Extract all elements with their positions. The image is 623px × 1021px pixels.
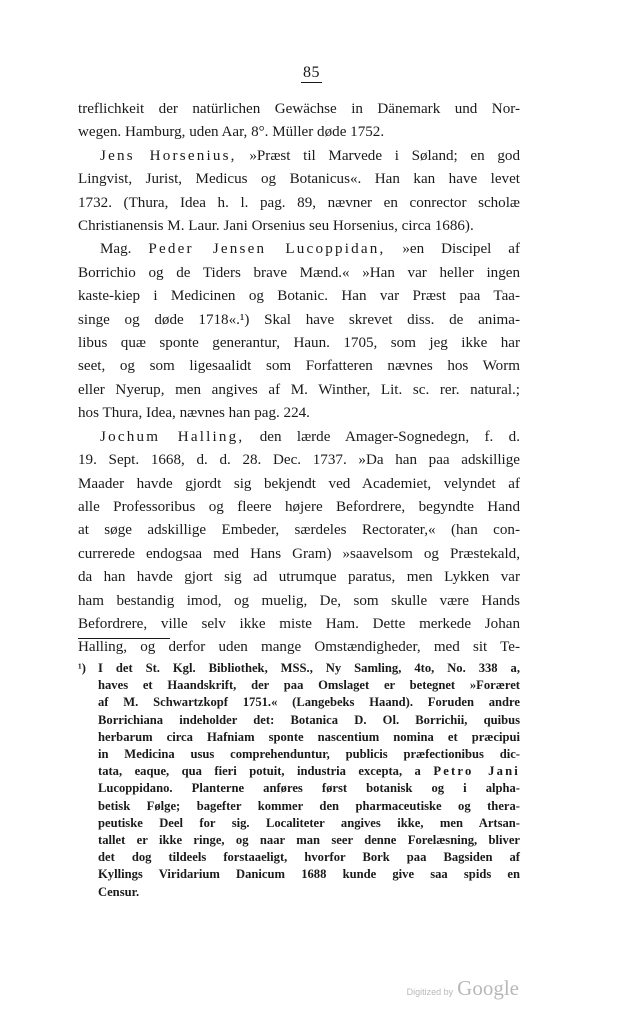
line-text: wegen. Hamburg, uden Aar, 8°. Müller døde 1752. — [78, 124, 385, 141]
line-text: Befordrere, ville selv ikke miste Ham. Dette merkede Johan — [78, 615, 520, 632]
page-number: 85 — [303, 64, 320, 81]
footnote-separator — [78, 638, 170, 639]
line-text: den lærde Amager-Sognedegn, f. d. — [244, 428, 520, 445]
line-text: Kyllings Viridarium Danicum 1688 kunde give saa spids en — [98, 867, 520, 882]
line-text: libus quæ sponte generantur, Haun. 1705, som jeg ikke har — [78, 335, 520, 352]
text-line — [78, 262, 520, 285]
text-line — [78, 98, 520, 121]
person-name: Peder Jensen Lucoppidan, — [148, 241, 386, 258]
footnote-line — [78, 798, 520, 815]
person-name: Petro Jani — [433, 764, 520, 779]
line-text: currerede endogsaa med Hans Gram) »saavelsom og Præstekald, — [78, 545, 520, 562]
text-line — [78, 473, 520, 496]
line-text: betisk Følge; bagefter kommer den pharmaceutiske og thera- — [98, 798, 520, 813]
footnote-line — [78, 763, 520, 780]
line-text: singe og døde 1718«.¹) Skal have skrevet diss. de anima- — [78, 311, 520, 328]
line-text: alle Professoribus og fleere højere Befordrere, begyndte Hand — [78, 498, 520, 515]
footnote-line — [78, 746, 520, 763]
footnote-line — [78, 849, 520, 866]
text-line — [78, 168, 520, 191]
footnote-line — [78, 660, 520, 677]
line-text: peutiske Deel for sig. Localiteter angives ikke, men Artsan- — [98, 815, 520, 830]
digitized-watermark — [407, 976, 519, 1001]
line-text: ham bestandig imod, og muelig, De, som skulle være Hands — [78, 592, 520, 609]
text-line — [78, 145, 520, 168]
line-text: da han havde gjort sig ad utrumque paratus, men Lykken var — [78, 569, 520, 586]
line-text: eller Nyerup, men angives af M. Winther, Lit. sc. rer. natural.; — [78, 381, 520, 398]
text-line — [78, 379, 520, 402]
watermark-prefix: Digitized by — [406, 987, 454, 997]
line-text: treflichkeit der natürlichen Gewächse in Dänemark und Nor- — [78, 101, 520, 117]
footnote-line — [78, 832, 520, 849]
footnote-line — [78, 677, 520, 694]
line-text: kaste-kiep i Medicinen og Botanic. Han var Præst paa Taa- — [78, 288, 520, 305]
footnote-line — [78, 729, 520, 746]
text-line — [78, 519, 520, 542]
text-line — [78, 332, 520, 355]
line-text: Halling, og derfor uden mange Omstændigheder, med sit Te- — [78, 639, 520, 656]
footnote-line — [78, 780, 520, 797]
text-line — [78, 402, 520, 425]
footnote-line — [78, 712, 520, 729]
line-text: tallet er ikke ringe, og naar man seer denne Forelæsning, bliver — [98, 833, 520, 848]
line-text: 1732. (Thura, Idea h. l. pag. 89, nævner en conrector scholæ — [78, 194, 520, 211]
text-line — [78, 309, 520, 332]
line-text: Lucoppidano. Planterne anføres først botanisk og i alpha- — [98, 781, 520, 796]
line-text: I det St. Kgl. Bibliothek, MSS., Ny Samling, 4to, No. 338 a, — [98, 661, 520, 675]
line-text: Censur. — [98, 884, 140, 899]
footnote-line — [78, 694, 520, 711]
text-line — [78, 355, 520, 378]
line-text: haves et Haandskrift, der paa Omslaget er betegnet »Foræret — [98, 678, 520, 693]
line-prefix: Mag. — [100, 241, 149, 258]
person-name: Jochum Halling, — [100, 428, 245, 445]
text-line — [78, 590, 520, 613]
line-text: Borrichiana indeholder det: Botanica D. Ol. Borrichii, quibus — [98, 712, 520, 727]
line-text: tata, eaque, qua fieri potuit, industria excepta, a — [98, 764, 421, 779]
line-text: Lingvist, Jurist, Medicus og Botanicus«. Han kan have levet — [78, 171, 520, 188]
text-line — [78, 192, 520, 215]
line-text: det dog tildeels forstaaeligt, hvorfor Bork paa Bagsiden af — [98, 850, 520, 865]
text-line — [78, 449, 520, 472]
text-line — [78, 636, 520, 659]
text-line — [78, 543, 520, 566]
footnote-line — [78, 884, 520, 901]
line-text: »en Discipel af — [385, 241, 520, 258]
line-text: af M. Schwartzkopf 1751.« (Langebeks Haand). Foruden andre — [98, 695, 520, 710]
footnote-line — [78, 866, 520, 883]
line-text: Maader havde gjordt sig bekjendt ved Academiet, velyndet af — [78, 475, 520, 492]
line-text: »Præst til Marvede i Søland; en god — [236, 147, 520, 164]
line-text: Christianensis M. Laur. Jani Orsenius seu Horsenius, circa 1686). — [78, 218, 474, 235]
main-text — [78, 98, 520, 660]
text-line — [78, 613, 520, 636]
line-text: in Medicina usus comprehenduntur, publicis præfectionibus dic- — [98, 747, 520, 762]
text-line — [78, 496, 520, 519]
person-name: Jens Horsenius, — [100, 147, 237, 164]
line-text: herbarum circa Hafniam sponte nascentium nomina et præcipui — [98, 729, 520, 744]
text-line — [78, 426, 520, 449]
google-logo: Google — [457, 976, 519, 1000]
text-line — [78, 238, 520, 261]
footnote-marker: ¹) — [78, 661, 86, 675]
footnote-line — [78, 815, 520, 832]
text-line — [78, 215, 520, 238]
line-text: seet, og som ligesaalidt som Forfatteren nævnes hos Worm — [78, 358, 520, 375]
footnote — [78, 660, 520, 901]
text-line — [78, 121, 520, 144]
line-text: 19. Sept. 1668, d. d. 28. Dec. 1737. »Da han paa adskillige — [78, 452, 520, 469]
text-line — [78, 566, 520, 589]
text-line — [78, 285, 520, 308]
line-text: hos Thura, Idea, nævnes han pag. 224. — [78, 405, 310, 422]
line-text: Borrichio og de Tiders brave Mænd.« »Han var heller ingen — [78, 264, 520, 281]
line-text: at søge adskillige Embeder, særdeles Rectorater,« (han con- — [78, 522, 520, 539]
